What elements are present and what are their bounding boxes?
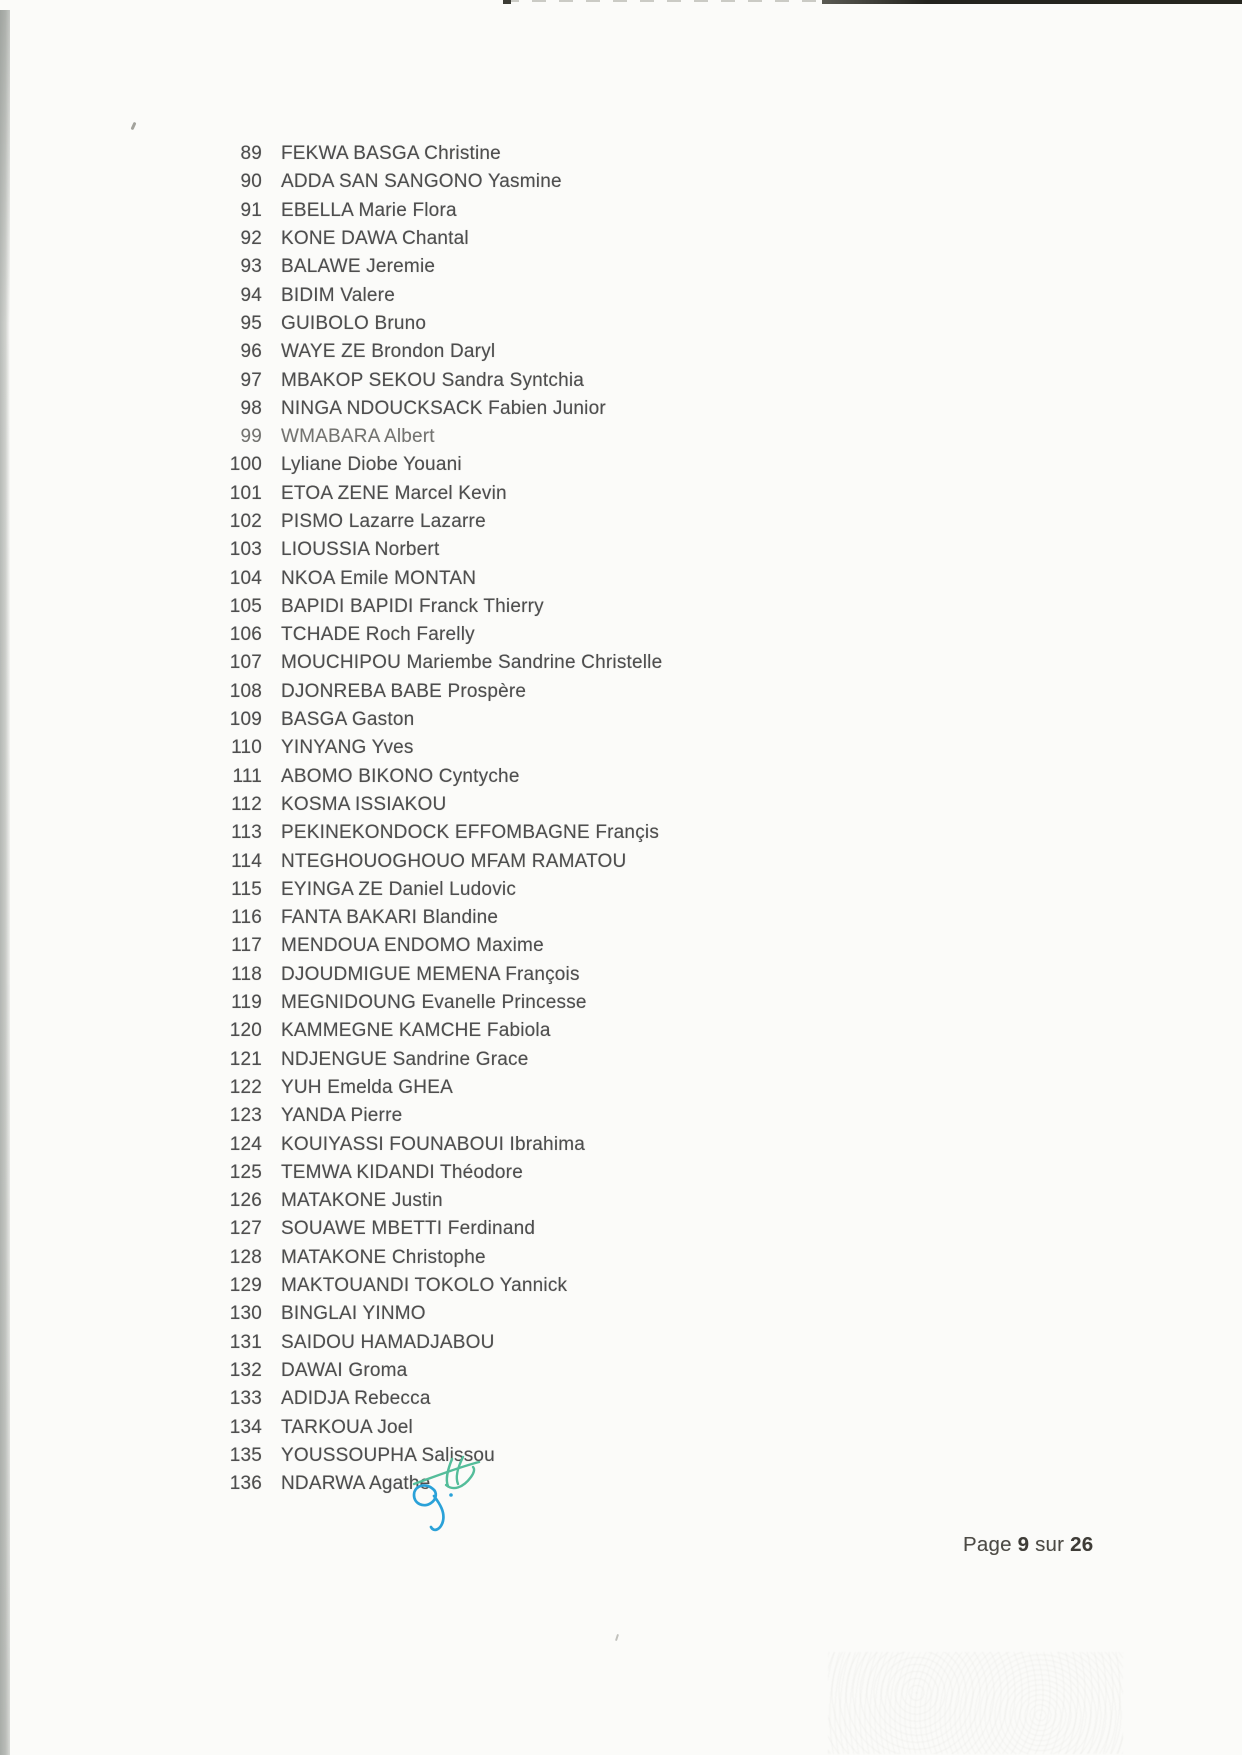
list-row (217, 310, 662, 338)
list-row (217, 197, 662, 225)
row-number: 118 (231, 963, 262, 985)
row-name: BASGA Gaston (281, 709, 415, 731)
list-row (217, 1272, 662, 1300)
scan-top-line-faint (505, 0, 827, 2)
row-number: 112 (231, 793, 262, 815)
row-name: MATAKONE Christophe (281, 1246, 486, 1268)
row-number: 117 (231, 935, 262, 957)
row-number: 122 (229, 1076, 262, 1098)
list-row (217, 876, 662, 904)
row-name: MEGNIDOUNG Evanelle Princesse (281, 992, 587, 1014)
row-name: ABOMO BIKONO Cyntyche (281, 765, 520, 787)
scan-top-line-dark (822, 0, 1242, 4)
row-number: 121 (229, 1048, 262, 1070)
row-name: PISMO Lazarre Lazarre (281, 511, 486, 532)
row-number: 130 (229, 1303, 262, 1325)
list-row (217, 1159, 662, 1187)
row-name: TEMWA KIDANDI Théodore (281, 1161, 523, 1183)
row-name: EYINGA ZE Daniel Ludovic (281, 878, 517, 900)
row-number: 103 (229, 539, 262, 561)
row-name: KONE DAWA Chantal (281, 228, 469, 250)
row-number: 132 (229, 1359, 262, 1381)
row-name: NDARWA Agathe (281, 1473, 431, 1495)
footer-page-word: Page (963, 1533, 1012, 1556)
scan-speck (615, 1634, 619, 1641)
row-name: SAIDOU HAMADJABOU (281, 1331, 495, 1353)
row-name: SOUAWE MBETTI Ferdinand (281, 1218, 536, 1240)
row-number: 135 (229, 1444, 262, 1466)
row-name: DAWAI Groma (281, 1359, 408, 1381)
row-number: 114 (231, 850, 262, 872)
list-row (217, 989, 662, 1017)
row-name: MOUCHIPOU Mariembe Sandrine Christelle (281, 652, 663, 674)
list-row (217, 1074, 662, 1102)
row-name: YUH Emelda GHEA (281, 1076, 453, 1098)
row-name: TCHADE Roch Farelly (281, 624, 475, 646)
list-row (217, 1300, 662, 1328)
row-name: YOUSSOUPHA Salissou (281, 1444, 495, 1466)
row-number: 125 (229, 1161, 262, 1183)
row-number: 92 (240, 228, 262, 250)
row-name: BIDIM Valere (281, 284, 395, 306)
row-number: 113 (231, 822, 262, 844)
list-row (217, 1215, 662, 1243)
list-row (217, 1328, 662, 1356)
row-number: 102 (229, 511, 262, 532)
page-footer (963, 1533, 1093, 1557)
row-name: BAPIDI BAPIDI Franck Thierry (281, 595, 544, 617)
footer-page-number: 9 (1017, 1533, 1030, 1556)
list-row (217, 225, 662, 253)
row-number: 126 (229, 1190, 262, 1212)
list-row (217, 621, 662, 649)
list-row (217, 961, 662, 989)
row-name: WAYE ZE Brondon Daryl (281, 341, 496, 363)
row-name: Lyliane Diobe Youani (281, 454, 462, 476)
row-name: FANTA BAKARI Blandine (281, 907, 499, 929)
row-number: 110 (231, 737, 262, 759)
name-list (217, 140, 662, 1498)
row-name: KAMMEGNE KAMCHE Fabiola (281, 1020, 551, 1042)
row-name: MATAKONE Justin (281, 1190, 443, 1212)
row-name: LIOUSSIA Norbert (281, 539, 440, 561)
list-row (217, 1130, 662, 1158)
list-row (217, 395, 662, 423)
row-name: BALAWE Jeremie (281, 256, 436, 278)
row-name: DJOUDMIGUE MEMENA François (281, 963, 580, 985)
list-row (217, 706, 662, 734)
row-name: FEKWA BASGA Christine (281, 143, 501, 165)
row-number: 98 (240, 397, 262, 419)
row-name: GUIBOLO Bruno (281, 312, 427, 334)
row-number: 101 (229, 482, 262, 504)
row-number: 128 (229, 1246, 262, 1268)
row-name: PEKINEKONDOCK EFFOMBAGNE Françis (281, 822, 660, 844)
list-row (217, 763, 662, 791)
row-name: YANDA Pierre (281, 1105, 403, 1127)
row-name: ADDA SAN SANGONO Yasmine (281, 171, 562, 193)
row-number: 133 (229, 1388, 262, 1410)
row-number: 127 (229, 1218, 262, 1240)
row-number: 124 (229, 1133, 262, 1155)
row-number: 123 (229, 1105, 262, 1127)
row-number: 119 (231, 992, 262, 1014)
list-row (217, 168, 662, 196)
row-name: YINYANG Yves (281, 737, 414, 759)
row-name: ETOA ZENE Marcel Kevin (281, 482, 507, 504)
row-name: EBELLA Marie Flora (281, 199, 457, 221)
row-number: 89 (240, 143, 262, 165)
row-number: 108 (229, 680, 262, 702)
list-row (217, 1244, 662, 1272)
row-name: KOUIYASSI FOUNABOUI Ibrahima (281, 1133, 586, 1155)
row-name: DJONREBA BABE Prospère (281, 680, 527, 702)
list-row (217, 366, 662, 394)
row-name: MAKTOUANDI TOKOLO Yannick (281, 1275, 568, 1297)
row-number: 120 (229, 1020, 262, 1042)
list-row (217, 904, 662, 932)
list-row (217, 338, 662, 366)
row-number: 111 (232, 765, 262, 787)
list-row (217, 1017, 662, 1045)
list-row (217, 253, 662, 281)
row-number: 115 (231, 878, 262, 900)
signature-icon (400, 1450, 500, 1545)
list-row (217, 508, 662, 536)
list-row (217, 649, 662, 677)
row-number: 99 (240, 426, 262, 448)
row-name: TARKOUA Joel (281, 1416, 413, 1438)
list-row (217, 734, 662, 762)
scan-edge-strip (0, 10, 10, 1755)
row-number: 105 (229, 595, 262, 617)
row-number: 94 (240, 284, 262, 306)
row-number: 91 (240, 199, 262, 221)
row-number: 129 (229, 1275, 262, 1297)
row-number: 95 (240, 312, 262, 334)
row-name: WMABARA Albert (281, 426, 435, 448)
row-name: ADIDJA Rebecca (281, 1388, 431, 1410)
row-name: BINGLAI YINMO (281, 1303, 426, 1325)
scan-noise-patch (828, 1652, 1123, 1754)
row-number: 116 (231, 907, 262, 929)
list-row (217, 536, 662, 564)
row-name: NTEGHOUOGHOUO MFAM RAMATOU (281, 850, 627, 872)
list-row (217, 1046, 662, 1074)
list-row (217, 140, 662, 168)
row-name: NDJENGUE Sandrine Grace (281, 1048, 529, 1070)
row-number: 109 (229, 709, 262, 731)
list-row (217, 480, 662, 508)
row-number: 96 (240, 341, 262, 363)
row-name: NKOA Emile MONTAN (281, 567, 477, 589)
list-row (217, 1187, 662, 1215)
list-row (217, 281, 662, 309)
list-row (217, 1413, 662, 1441)
list-row (217, 564, 662, 592)
row-number: 93 (240, 256, 262, 278)
row-name: KOSMA ISSIAKOU (281, 793, 447, 815)
list-row (217, 1357, 662, 1385)
row-number: 107 (229, 652, 262, 674)
list-row (217, 451, 662, 479)
list-row (217, 593, 662, 621)
list-row (217, 791, 662, 819)
list-row (217, 1102, 662, 1130)
list-row (217, 423, 662, 451)
row-number: 131 (229, 1331, 262, 1353)
list-row (217, 932, 662, 960)
row-name: MBAKOP SEKOU Sandra Syntchia (281, 369, 585, 391)
row-number: 106 (229, 624, 262, 646)
row-number: 100 (229, 454, 262, 476)
footer-total-pages: 26 (1070, 1533, 1094, 1556)
list-row (217, 847, 662, 875)
list-row (217, 819, 662, 847)
scan-speck (131, 122, 137, 131)
row-name: NINGA NDOUCKSACK Fabien Junior (281, 397, 606, 419)
row-name: MENDOUA ENDOMO Maxime (281, 935, 544, 957)
scan-top-tick (503, 0, 511, 4)
row-number: 90 (240, 171, 262, 193)
row-number: 136 (229, 1473, 262, 1495)
row-number: 134 (229, 1416, 262, 1438)
row-number: 97 (240, 369, 262, 391)
list-row (217, 678, 662, 706)
list-row (217, 1385, 662, 1413)
row-number: 104 (229, 567, 262, 589)
footer-separator: sur (1035, 1533, 1065, 1556)
